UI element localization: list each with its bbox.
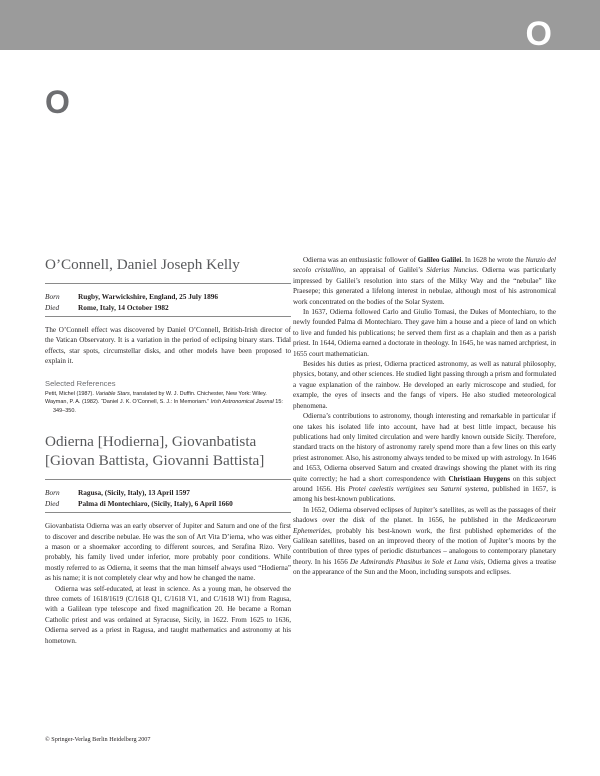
born-row <box>45 292 291 303</box>
died-label: Died <box>45 302 60 312</box>
title-rule <box>45 283 291 284</box>
born-row <box>45 488 291 499</box>
title-rule <box>45 479 291 480</box>
meta-rule <box>45 316 291 317</box>
entry-title-odierna: Odierna [Hodierna], Giovanbatista [Giovan Battista, Giovanni Battista] <box>45 433 265 470</box>
entry-title-oconnell: O’Connell, Daniel Joseph Kelly <box>45 256 240 273</box>
born-value: Ragusa, (Sicily, Italy), 13 April 1597 <box>78 488 190 498</box>
meta-rule <box>45 512 291 513</box>
right-column <box>293 255 556 578</box>
top-header-band <box>0 0 600 53</box>
life-dates-oconnell <box>45 292 291 313</box>
born-label: Born <box>45 488 60 498</box>
born-label: Born <box>45 292 60 301</box>
odierna-paragraph-1: Giovanbatista Odierna was an early observer of Jupiter and Saturn and one of the first to discover and describe nebulae. He was the son of Art Vita D’ierna, who was either a mason or a shoemaker according to different sources, and Serafina Rizo. Very probably, his family lived under inferior, more probably poor conditions. While mostly referred to as Odierna, it seems that the man himself always used “Hodierna” as his name; it is not completely clear why and how he changed the name. <box>45 522 291 583</box>
odierna-paragraph-3: Odierna was an enthusiastic follower of Galileo Galilei. In 1628 he wrote the Nunzio del secolo cristallino, an appraisal of Galilei’s Siderius Nuncius. Odierna was particularly impressed by Galilei’s resolution into stars of the Milky Way and the “nebulae” like Praesepe; this generated a lifelong interest in nebulae, although most of his astronomical work concentrated on the bodies of the Solar System. <box>293 256 557 306</box>
thumb-tab-letter: O <box>525 15 552 53</box>
life-dates-odierna <box>45 488 291 509</box>
section-letter: O <box>45 84 70 120</box>
died-row <box>45 499 291 510</box>
selected-references-heading: Selected References <box>45 378 116 388</box>
reference-petit: Petit, Michel (1987). Variable Stars, translated by W. J. Duffin. Chichester, New York: Wiley. <box>45 390 267 397</box>
odierna-paragraph-2: Odierna was self-educated, at least in science. As a young man, he observed the three comets of 1618/1619 (C/1618 Q1, C/1618 V1, and C/1618 W1) from Ragusa, with a Galilean type telescope and fixed magnification 20. He became a Roman Catholic priest and was ordained at Syracuse, Sicily, in 1622. From 1625 to 1636, Odierna served as a priest in Ragusa, and taught mathematics and astronomy at his hometown. <box>45 584 291 645</box>
left-column <box>45 255 291 646</box>
odierna-paragraph-4: In 1637, Odierna followed Carlo and Giulio Tomasi, the Dukes of Montechiaro, to the newly founded Palma di Montechiaro. They gave him a house and a piece of land on which to live and funded his publications; he served them first as a chaplain and then as a parish priest. In 1644, Odierna earned a doctorate in theology. In 1645, he was named archpriest, in 1655 court mathematician. <box>293 308 556 358</box>
odierna-paragraph-5: Besides his duties as priest, Odierna practiced astronomy, as well as natural philosophy, physics, botany, and other sciences. He studied light passing through a prism and formulated a vague explanation of the rainbow. He developed an early microscope and studied, for example, the eyes of insects and the fangs of vipers. He also studied meteorological phenomena. <box>293 360 556 410</box>
died-value: Palma di Montechiaro, (Sicily, Italy), 6 April 1660 <box>78 498 233 508</box>
born-value: Rugby, Warwickshire, England, 25 July 1896 <box>78 292 219 301</box>
reference-wayman: Wayman, P. A. (1982). “Daniel J. K. O’Connell, S. J.: In Memoriam.” Irish Astronomical Journal 15: 349–350. <box>45 399 283 414</box>
died-row <box>45 303 291 314</box>
oconnell-body: The O’Connell effect was discovered by Daniel O’Connell, British-Irish director of the Vatican Observatory. It is a variation in the period of eclipsing binary stars. Tidal effects, star spots, circumstellar disks, and other models have been proposed to explain it. <box>45 326 291 366</box>
died-value: Rome, Italy, 14 October 1982 <box>78 302 169 312</box>
died-label: Died <box>45 498 60 508</box>
odierna-paragraph-6: Odierna’s contributions to astronomy, though interesting and remarkable in particular if one takes his isolated life into account, have had at best little impact, because his publications had only limited circulation and were hardly known outside Sicily. Therefore, standard tracts on the history of astronomy rarely spend more than a few lines on this early priest astronomer. Also, his astronomy always tended to be mixed up with astrology. In 1646 and 1653, Odierna observed Saturn and created drawings showing the planet with its ring quite correctly; he had a short correspondence with Christiaan Huygens on this subject around 1656. His Protei caelestis vertigines seu Saturni systema, published in 1657, is among his best-known publications. <box>293 412 556 504</box>
odierna-paragraph-7: In 1652, Odierna observed eclipses of Jupiter’s satellites, as well as the passages of their shadows over the disk of the planet. In 1656, he published in the Medicaeorum Ephemerides, probably his best-known work, the first published ephemerides of the Galilean satellites, based on an improved theory of the motion of Jupiter’s moons by the contribution of three types of periodic disturbances – analogous to contemporary planetary theory. In his 1656 De Admirandis Phasibus in Sole et Luna visis, Odierna gives a treatise on the appearance of the Sun and the Moon, including sunspots and eclipses. <box>293 505 556 577</box>
copyright-footer: © Springer-Verlag Berlin Heidelberg 2007 <box>45 736 151 743</box>
